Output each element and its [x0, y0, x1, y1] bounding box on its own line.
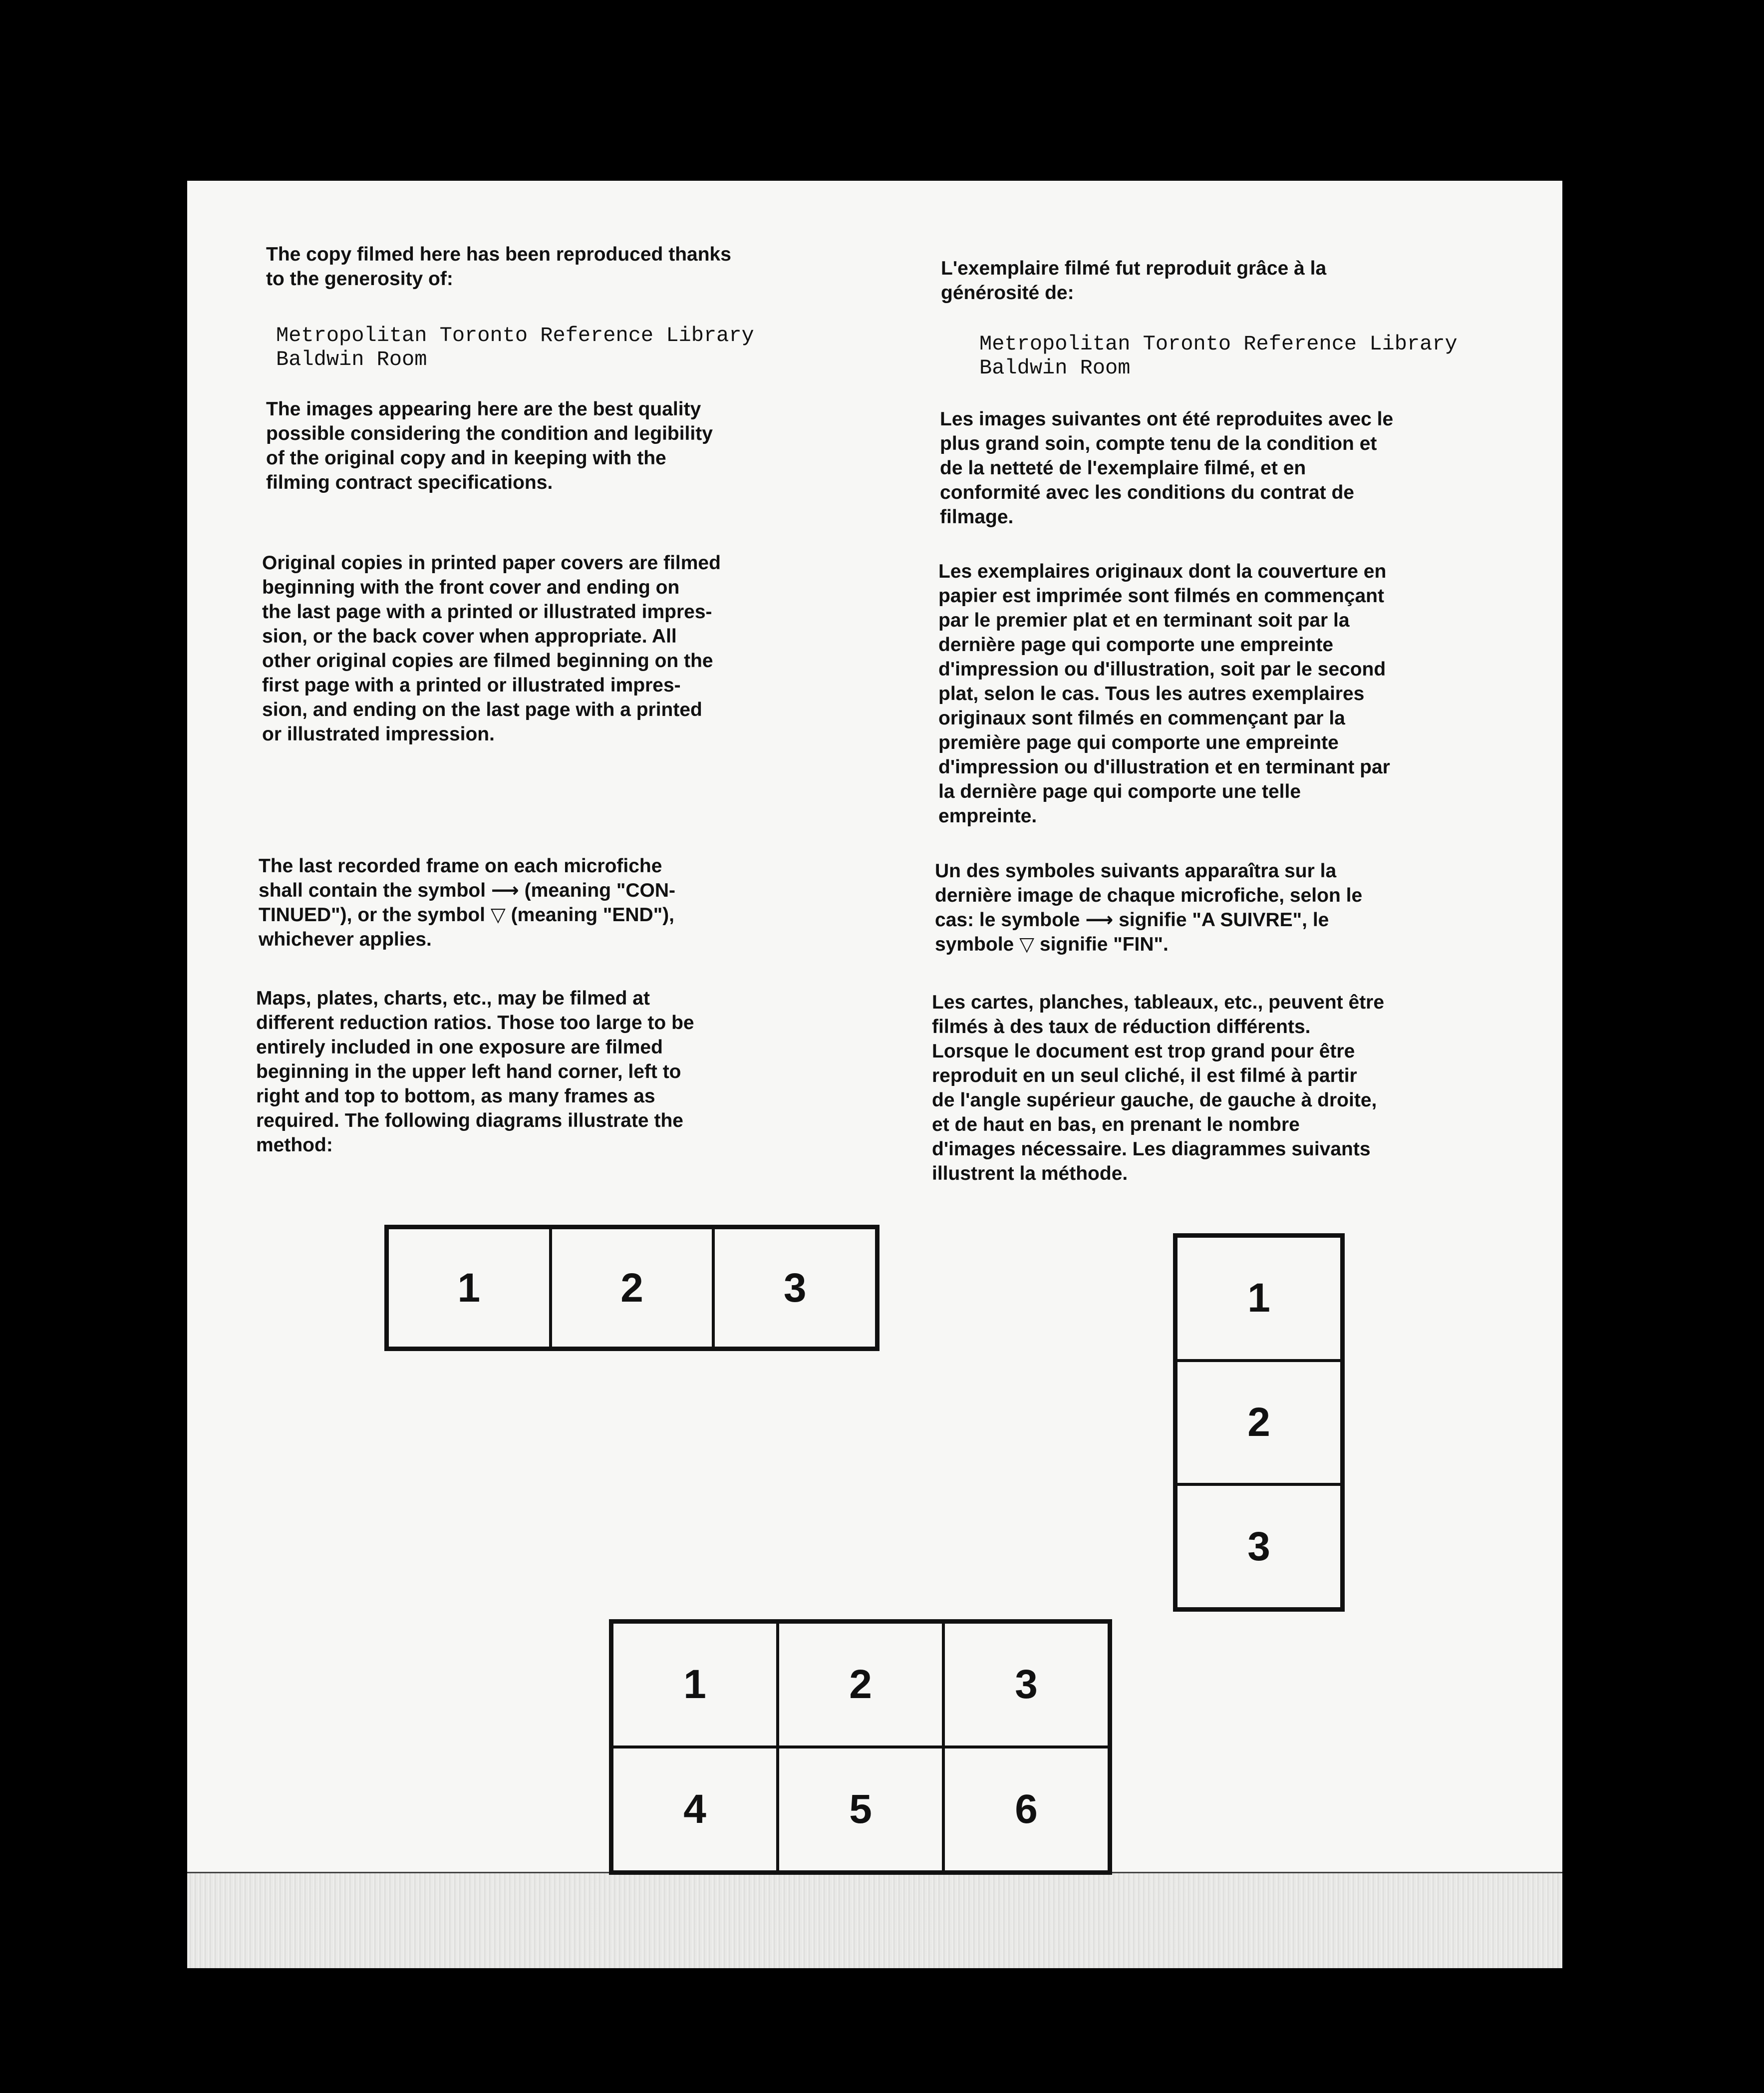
right-symbols-paragraph: Un des symboles suivants apparaîtra sur la dernière image de chaque microfiche, selon le cas: le symbole ⟶ signifie "A SUIVRE", le symbole ▽ signifie "FIN".	[935, 860, 1363, 955]
frame-cell: 3	[1176, 1484, 1342, 1609]
right-thanks-paragraph: L'exemplaire filmé fut reproduit grâce à la générosité de:	[941, 258, 1327, 304]
left-symbols-paragraph: The last recorded frame on each microfiche shall contain the symbol ⟶ (meaning "CON- TINUED"), or the symbol ▽ (meaning "END"), whichever applies.	[259, 855, 675, 950]
frame-cell: 1	[612, 1622, 778, 1747]
left-thanks-paragraph: The copy filmed here has been reproduced thanks to the generosity of:	[266, 244, 731, 290]
right-covers-paragraph: Les exemplaires originaux dont la couverture en papier est imprimée sont filmés en commençant par le premier plat et en terminant soit par la dernière page qui comporte une empreinte d'impression ou d'illustration, soit par le second plat, selon le cas. Tous les autres exemplaires originaux sont filmés en commençant par la première page qui comporte une empreinte d'impression ou d'illustration et en terminant par la dernière page qui comporte une telle empreinte.	[938, 561, 1390, 827]
frame-cell: 6	[943, 1747, 1109, 1872]
frame-cell: 3	[713, 1228, 877, 1348]
left-covers-paragraph: Original copies in printed paper covers are filmed beginning with the front cover and ending on the last page with a printed or illustrated impres- sion, or the back cover when appropriate. All other original copies are filmed beginning on the first page with a printed or illustrated impres- sion, and ending on the last page with a printed or illustrated impression.	[262, 552, 721, 745]
left-library-name: Metropolitan Toronto Reference Library Baldwin Room	[276, 324, 754, 371]
left-quality-paragraph: The images appearing here are the best quality possible considering the condition and legibility of the original copy and in keeping with the filming contract specifications.	[266, 398, 713, 493]
frame-cell: 3	[943, 1622, 1109, 1747]
right-quality-paragraph: Les images suivantes ont été reproduites avec le plus grand soin, compte tenu de la condition et de la netteté de l'exemplaire filmé, et en conformité avec les conditions du contrat de filmage.	[940, 408, 1394, 528]
right-maps-paragraph: Les cartes, planches, tableaux, etc., peuvent être filmés à des taux de réduction différents. Lorsque le document est trop grand pour être reproduit en un seul cliché, il est filmé à partir de l'angle supérieur gauche, de gauche à droite, et de haut en bas, en prenant le nombre d'images nécessaire. Les diagrammes suivants illustrent la méthode.	[932, 992, 1385, 1184]
frame-cell: 2	[778, 1622, 943, 1747]
left-maps-paragraph: Maps, plates, charts, etc., may be filmed at different reduction ratios. Those too large to be entirely included in one exposure are filmed beginning in the upper left hand corner, left to right and top to bottom, as many frames as required. The following diagrams illustrate the method:	[256, 988, 694, 1156]
frame-cell: 5	[778, 1747, 943, 1872]
right-library-name: Metropolitan Toronto Reference Library Baldwin Room	[979, 332, 1458, 380]
frame-cell: 4	[612, 1747, 778, 1872]
diagram-horizontal	[384, 1225, 880, 1351]
frame-cell: 1	[1176, 1236, 1342, 1361]
frame-cell: 2	[1176, 1361, 1342, 1485]
diagram-grid	[609, 1619, 1112, 1875]
film-edge-strip	[187, 1872, 1562, 1968]
diagram-vertical	[1173, 1233, 1345, 1612]
frame-cell: 2	[551, 1228, 714, 1348]
frame-cell: 1	[387, 1228, 551, 1348]
